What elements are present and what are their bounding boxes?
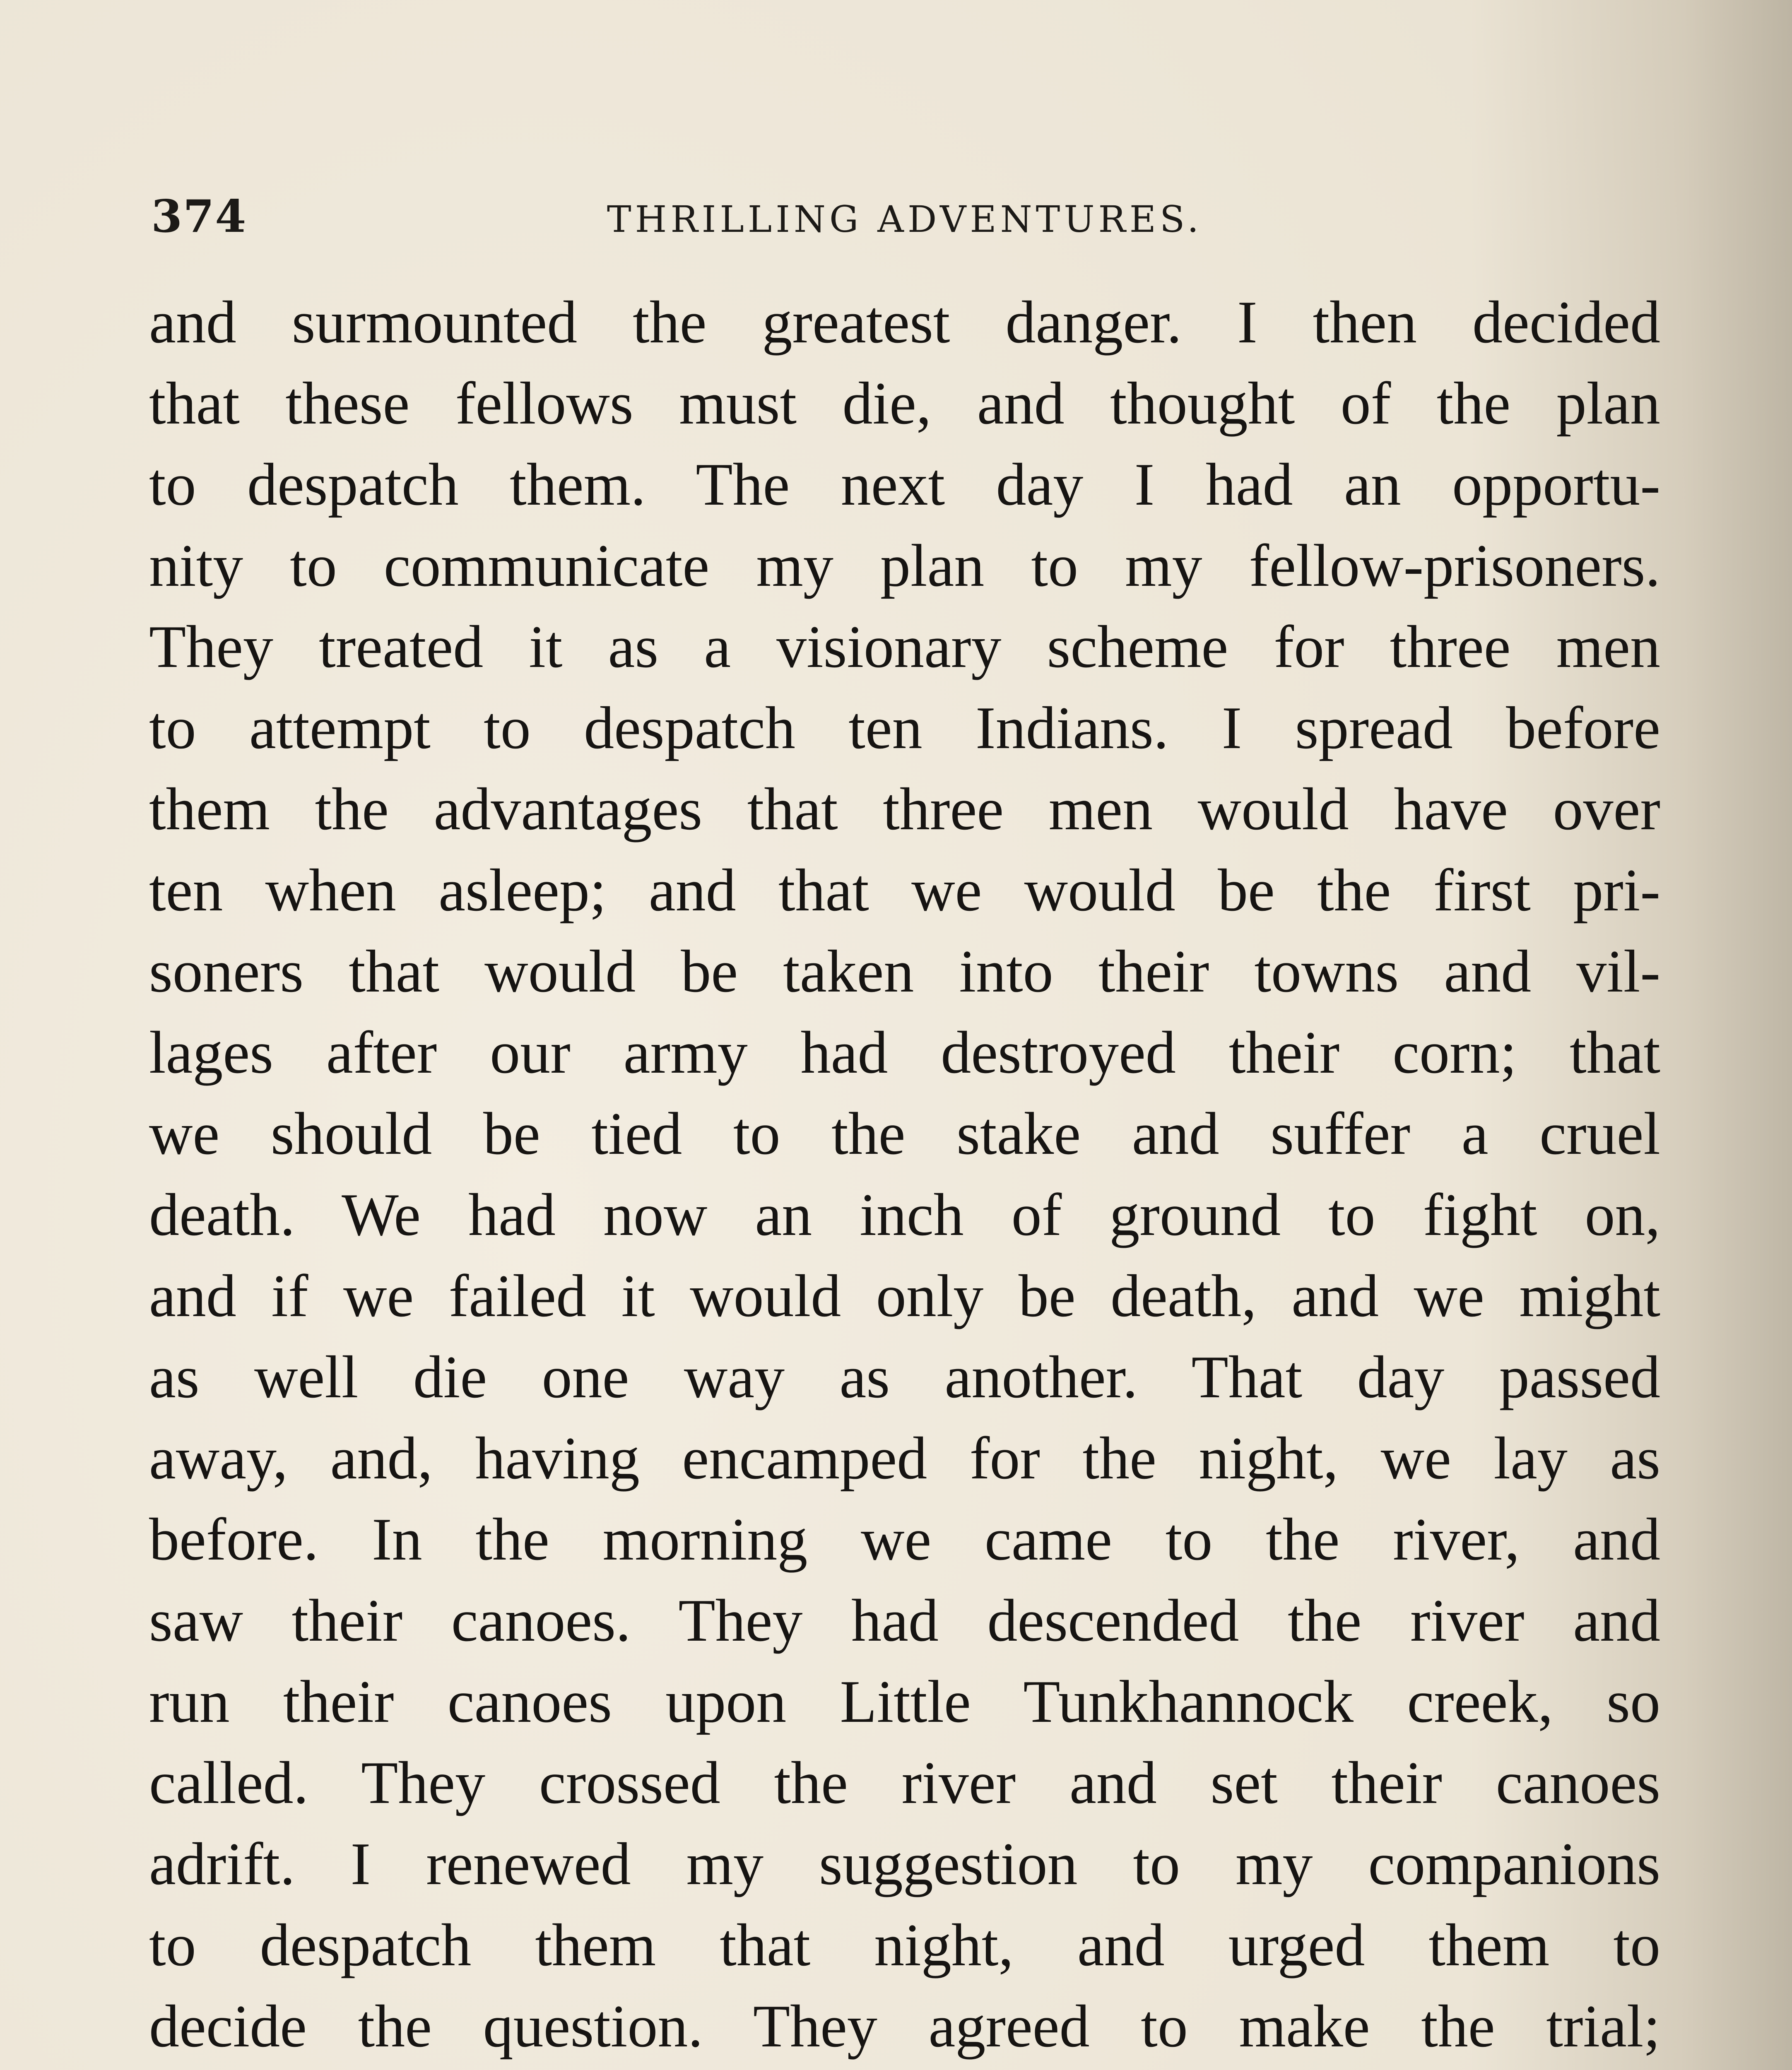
text-line: before. In the morning we came to the river, and: [149, 1506, 1660, 1573]
text-line: adrift. I renewed my suggestion to my companions: [149, 1830, 1660, 1897]
text-line: to attempt to despatch ten Indians. I spread before: [149, 694, 1660, 761]
text-line: as well die one way as another. That day passed: [149, 1343, 1660, 1410]
text-line: and if we failed it would only be death, and we might: [149, 1262, 1660, 1329]
text-line: death. We had now an inch of ground to fight on,: [149, 1181, 1660, 1248]
page-number: 374: [151, 190, 247, 243]
text-line: we should be tied to the stake and suffer a cruel: [149, 1100, 1660, 1167]
text-line: and surmounted the greatest danger. I then decided: [149, 289, 1660, 356]
text-line: lages after our army had destroyed their corn; that: [149, 1019, 1660, 1086]
text-line: away, and, having encamped for the night, we lay as: [149, 1425, 1660, 1492]
text-line: called. They crossed the river and set their canoes: [149, 1749, 1660, 1816]
text-line: to despatch them. The next day I had an opportu-: [149, 451, 1660, 518]
page-header: [151, 190, 1658, 248]
body-text: [149, 282, 1660, 2070]
text-line: soners that would be taken into their towns and vil-: [149, 938, 1660, 1005]
text-line: saw their canoes. They had descended the river and: [149, 1587, 1660, 1654]
running-head: THRILLING ADVENTURES.: [607, 198, 1203, 241]
text-line: them the advantages that three men would have over: [149, 775, 1660, 842]
text-line: run their canoes upon Little Tunkhannock creek, so: [149, 1668, 1660, 1735]
text-line: [149, 2067, 1660, 2070]
text-line: They treated it as a visionary scheme for three men: [149, 613, 1660, 680]
text-line: that these fellows must die, and thought of the plan: [149, 370, 1660, 437]
text-line: decide the question. They agreed to make the trial;: [149, 1993, 1660, 2060]
text-line: to despatch them that night, and urged them to: [149, 1911, 1660, 1979]
text-line: nity to communicate my plan to my fellow-prisoners.: [149, 532, 1660, 599]
text-line: ten when asleep; and that we would be the first pri-: [149, 857, 1660, 924]
